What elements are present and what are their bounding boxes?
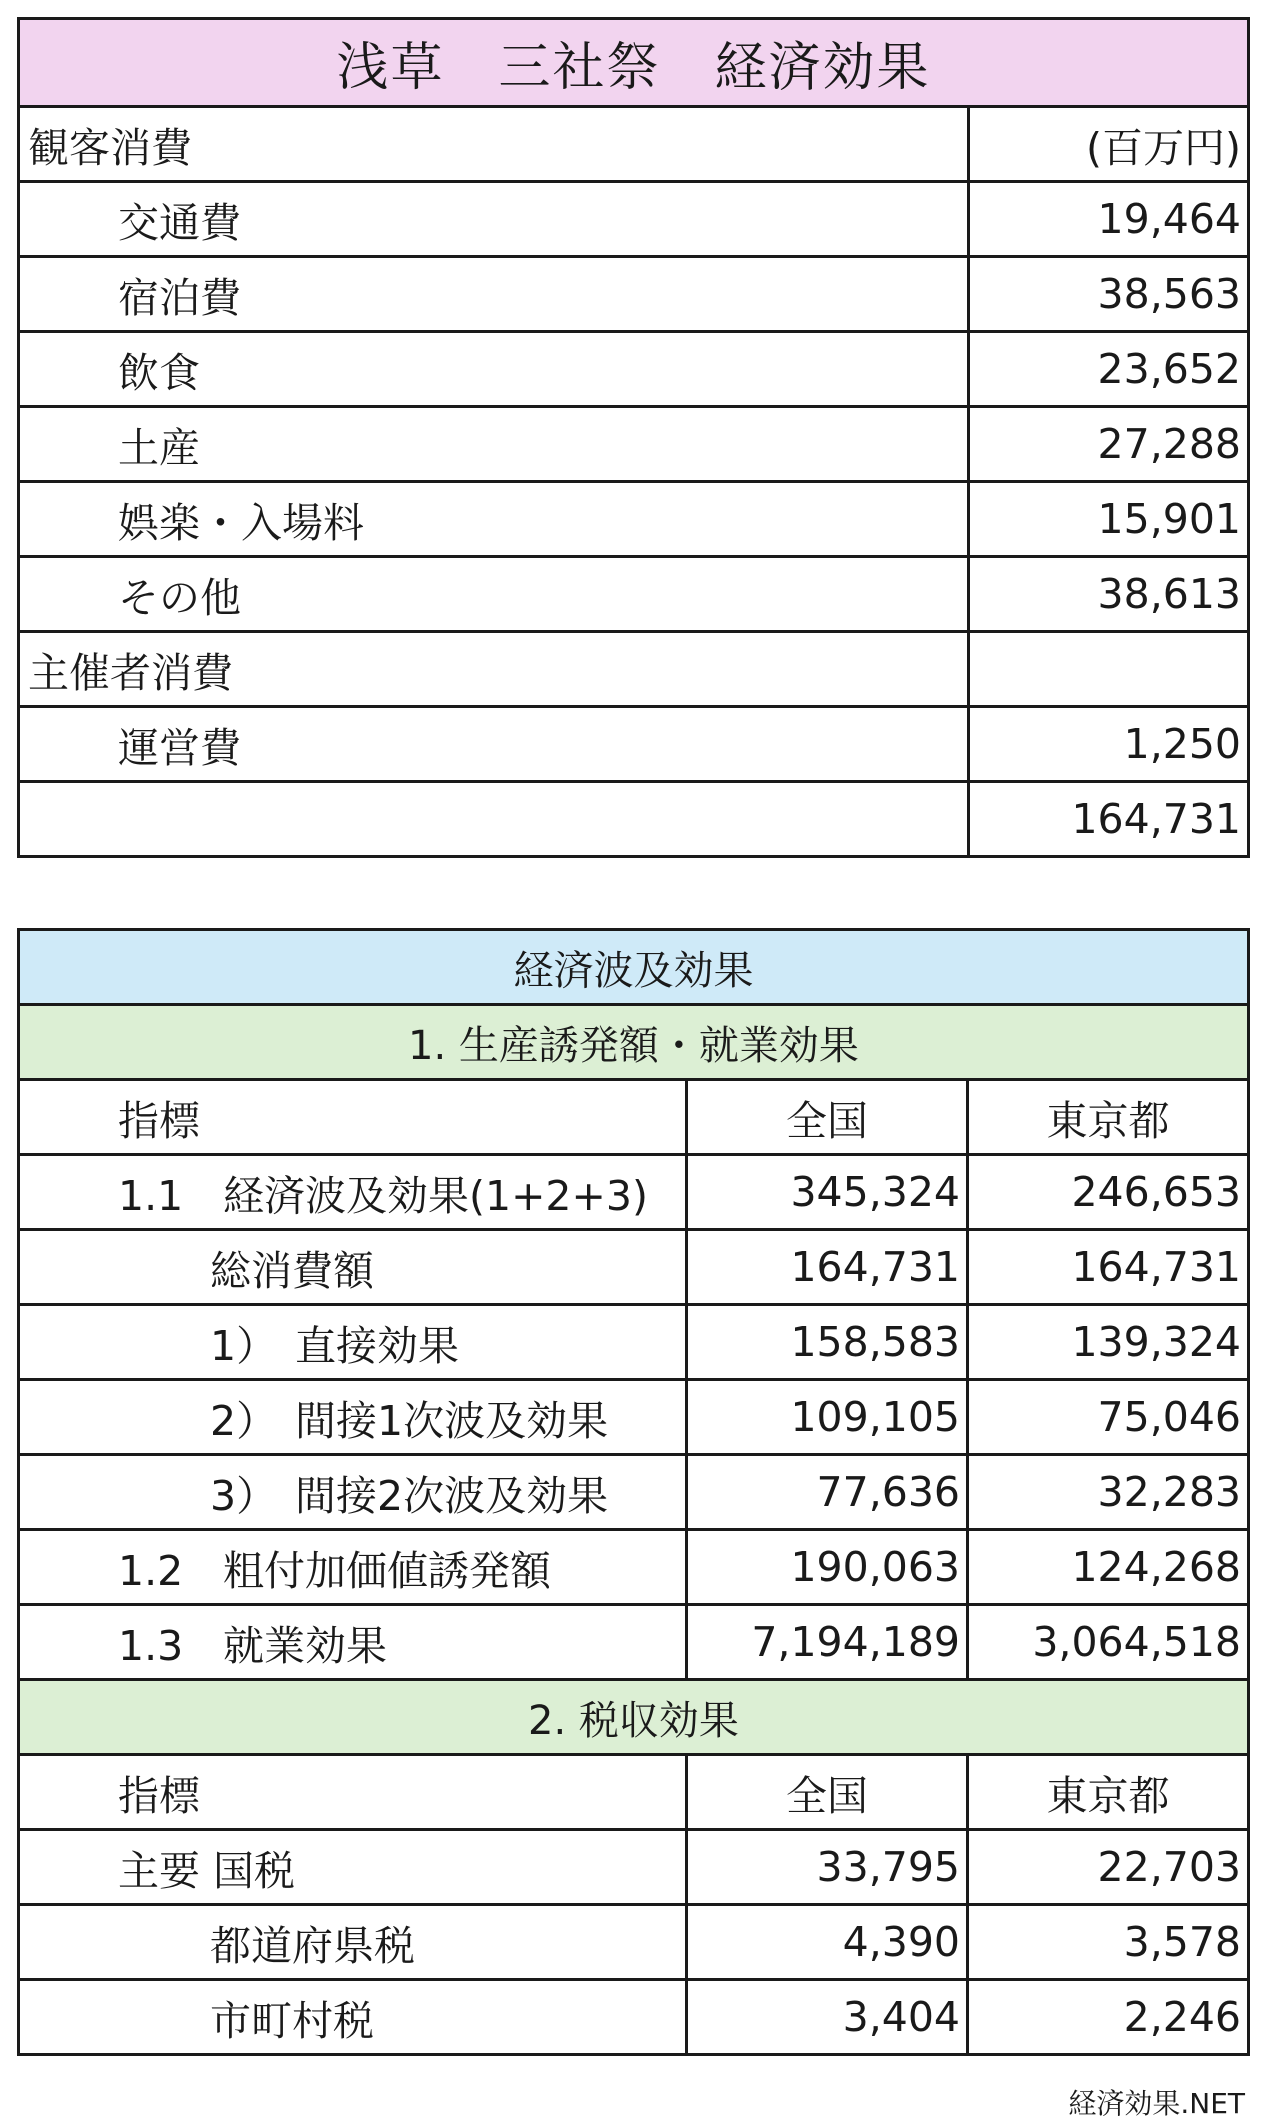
table-row	[19, 1605, 1249, 1680]
table-row	[19, 332, 1249, 407]
table-row	[19, 1530, 1249, 1605]
item-label: 飲食	[19, 332, 969, 407]
tokyo-value: 3,064,518	[968, 1605, 1249, 1680]
tokyo-value: 2,246	[968, 1980, 1249, 2055]
indicator-label: 経済波及効果(1+2+3)	[223, 1171, 648, 1220]
table-row	[19, 1305, 1249, 1380]
tokyo-header: 東京都	[968, 1755, 1249, 1830]
item-label: 宿泊費	[19, 257, 969, 332]
national-header: 全国	[687, 1755, 968, 1830]
section-title: 2. 税収効果	[19, 1680, 1249, 1755]
national-header: 全国	[687, 1080, 968, 1155]
national-value: 109,105	[687, 1380, 968, 1455]
table-row	[19, 1380, 1249, 1455]
table-row	[19, 1455, 1249, 1530]
section-title: 1. 生産誘発額・就業効果	[19, 1005, 1249, 1080]
table-row	[19, 407, 1249, 482]
indicator-label: 都道府県税	[19, 1905, 687, 1980]
table-row	[19, 632, 1249, 707]
item-value: 38,613	[969, 557, 1249, 632]
national-value: 345,324	[687, 1155, 968, 1230]
national-value: 164,731	[687, 1230, 968, 1305]
item-label: 土産	[19, 407, 969, 482]
indicator-cell	[19, 1380, 687, 1455]
category-label: 主催者消費	[19, 632, 969, 707]
page-title: 浅草 三社祭 経済効果	[19, 19, 1249, 107]
indicator-number: 1.2	[118, 1546, 184, 1595]
indicator-header: 指標	[19, 1755, 687, 1830]
table-row	[19, 557, 1249, 632]
indicator-label: 総消費額	[210, 1246, 374, 1295]
ripple-effect-table	[17, 928, 1250, 2056]
indicator-header: 指標	[19, 1080, 687, 1155]
national-value: 77,636	[687, 1455, 968, 1530]
item-value: 38,563	[969, 257, 1249, 332]
indicator-cell	[19, 1455, 687, 1530]
table-row	[19, 1905, 1249, 1980]
national-value: 7,194,189	[687, 1605, 968, 1680]
table-row	[19, 482, 1249, 557]
tokyo-value: 3,578	[968, 1905, 1249, 1980]
tokyo-header: 東京都	[968, 1080, 1249, 1155]
indicator-cell	[19, 1230, 687, 1305]
tokyo-value: 246,653	[968, 1155, 1249, 1230]
tokyo-value: 164,731	[968, 1230, 1249, 1305]
table-row	[19, 1155, 1249, 1230]
category-label: 観客消費	[19, 107, 969, 182]
table-row	[19, 707, 1249, 782]
source-credit: 経済効果.NET	[1068, 2087, 1245, 2120]
total-row	[19, 782, 1249, 857]
indicator-label: 粗付加価値誘発額	[223, 1546, 551, 1595]
indicator-number: 1.1	[118, 1171, 184, 1220]
item-label: その他	[19, 557, 969, 632]
item-value: 27,288	[969, 407, 1249, 482]
total-label	[19, 782, 969, 857]
indicator-label: 主要 国税	[19, 1830, 687, 1905]
table-row	[19, 1980, 1249, 2055]
table-row	[19, 182, 1249, 257]
item-value: 19,464	[969, 182, 1249, 257]
indicator-label: 就業効果	[223, 1621, 387, 1670]
tokyo-value: 32,283	[968, 1455, 1249, 1530]
indicator-label: 間接1次波及効果	[295, 1396, 609, 1445]
tokyo-value: 124,268	[968, 1530, 1249, 1605]
national-value: 158,583	[687, 1305, 968, 1380]
national-value: 33,795	[687, 1830, 968, 1905]
indicator-number: 3）	[210, 1471, 278, 1520]
national-value: 4,390	[687, 1905, 968, 1980]
indicator-cell	[19, 1605, 687, 1680]
item-value: 15,901	[969, 482, 1249, 557]
item-value	[969, 632, 1249, 707]
indicator-number: 1）	[210, 1321, 278, 1370]
column-header-row	[19, 1080, 1249, 1155]
national-value: 190,063	[687, 1530, 968, 1605]
unit-label: (百万円)	[969, 107, 1249, 182]
indicator-number: 2）	[210, 1396, 278, 1445]
tokyo-value: 139,324	[968, 1305, 1249, 1380]
indicator-cell	[19, 1530, 687, 1605]
item-value: 1,250	[969, 707, 1249, 782]
tokyo-value: 75,046	[968, 1380, 1249, 1455]
total-value: 164,731	[969, 782, 1249, 857]
indicator-cell	[19, 1305, 687, 1380]
indicator-label: 市町村税	[19, 1980, 687, 2055]
indicator-number: 1.3	[118, 1621, 184, 1670]
indicator-label: 直接効果	[295, 1321, 459, 1370]
tokyo-value: 22,703	[968, 1830, 1249, 1905]
column-header-row	[19, 1755, 1249, 1830]
item-label: 運営費	[19, 707, 969, 782]
national-value: 3,404	[687, 1980, 968, 2055]
table-header: 経済波及効果	[19, 930, 1249, 1005]
table-row	[19, 107, 1249, 182]
consumption-table	[17, 17, 1250, 858]
table-row	[19, 257, 1249, 332]
indicator-cell	[19, 1155, 687, 1230]
indicator-label: 間接2次波及効果	[295, 1471, 609, 1520]
item-label: 娯楽・入場料	[19, 482, 969, 557]
table-row	[19, 1830, 1249, 1905]
item-label: 交通費	[19, 182, 969, 257]
table-row	[19, 1230, 1249, 1305]
item-value: 23,652	[969, 332, 1249, 407]
